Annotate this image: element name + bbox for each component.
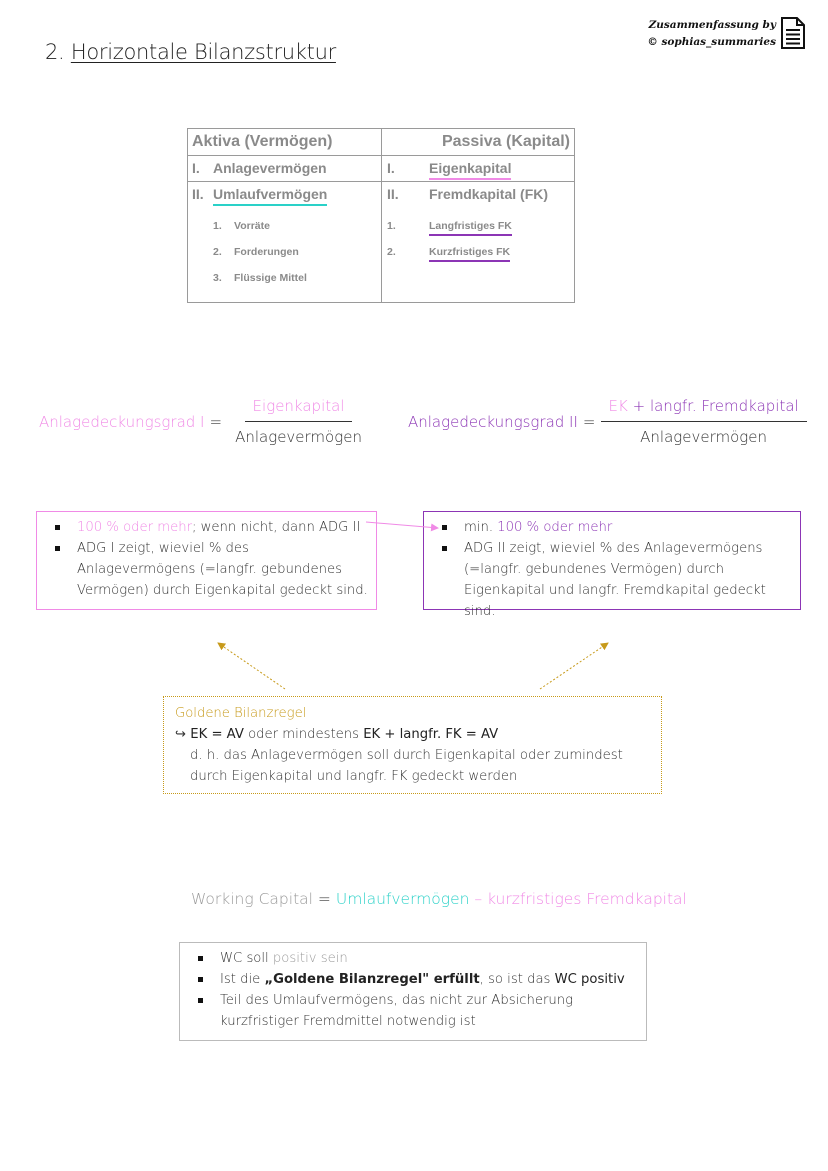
section-number: 2.	[45, 40, 65, 64]
formula-adg2-eq: =	[582, 412, 596, 431]
arrow-golden-to-adg1	[218, 643, 285, 689]
golden-rule-box	[163, 696, 662, 794]
working-capital-formula: Working Capital = Umlaufvermögen – kurzfristiges Fremdkapital	[191, 890, 687, 908]
aktiva-sub-num-1: 1.	[213, 220, 222, 232]
passiva-sub-num-1: 1.	[387, 220, 396, 232]
adg1-bullet-2: ADG I zeigt, wieviel % des Anlagevermögens (=langfr. gebundenes Vermögen) durch Eigenkapital gedeckt sind.	[51, 538, 368, 601]
golden-rule-formula: ↪ EK = AV oder mindestens EK + langfr. FK = AV	[175, 727, 499, 742]
passiva-eigenkapital: Eigenkapital	[429, 160, 511, 176]
aktiva-num-2: II.	[192, 186, 204, 202]
aktiva-header: Aktiva (Vermögen)	[192, 133, 333, 150]
section-title: Horizontale Bilanzstruktur	[70, 40, 336, 64]
aktiva-sub-num-2: 2.	[213, 246, 222, 258]
working-capital-notes-box	[179, 942, 647, 1041]
golden-rule-title: Goldene Bilanzregel	[175, 706, 307, 721]
wc-bullet-2: Ist die „Goldene Bilanzregel" erfüllt, so ist das WC positiv	[194, 969, 638, 990]
passiva-header: Passiva (Kapital)	[441, 133, 570, 150]
passiva-num-1: I.	[387, 160, 395, 176]
aktiva-num-1: I.	[192, 160, 200, 176]
wc-bullet-3: Teil des Umlaufvermögens, das nicht zur Absicherung kurzfristiger Fremdmittel notwendig ist	[194, 990, 638, 1032]
aktiva-sub-fluessige-mittel: Flüssige Mittel	[234, 272, 307, 284]
brand-line-1: Zusammenfassung by	[648, 19, 776, 31]
aktiva-sub-forderungen: Forderungen	[234, 246, 299, 258]
golden-rule-explanation: d. h. das Anlagevermögen soll durch Eigenkapital oder zumindest durch Eigenkapital und langfr. FK gedeckt werden	[190, 748, 623, 784]
passiva-sub-num-2: 2.	[387, 246, 396, 258]
adg2-bullet-1: min. 100 % oder mehr	[438, 517, 792, 538]
formula-adg1-numerator: Eigenkapital	[245, 397, 353, 422]
arrow-adg1-to-adg2	[366, 522, 438, 528]
adg1-bullet-1: 100 % oder mehr; wenn nicht, dann ADG II	[51, 517, 368, 538]
brand-line-2: © sophias_summaries	[647, 36, 776, 48]
aktiva-sub-vorraete: Vorräte	[234, 220, 270, 232]
arrow-golden-to-adg2	[540, 643, 608, 689]
passiva-sub-kurzfristig: Kurzfristiges FK	[429, 246, 510, 258]
passiva-num-2: II.	[387, 186, 399, 202]
aktiva-sub-num-3: 3.	[213, 272, 222, 284]
wc-bullet-1: WC soll positiv sein	[194, 948, 638, 969]
aktiva-anlagevermoegen: Anlagevermögen	[213, 160, 327, 176]
adg2-bullet-2: ADG II zeigt, wieviel % des Anlagevermögens (=langfr. gebundenes Vermögen) durch Eigenkapital und langfr. Fremdkapital gedeckt sind.	[438, 538, 792, 622]
formula-adg1-eq: =	[209, 412, 223, 431]
passiva-sub-langfristig: Langfristiges FK	[429, 220, 512, 232]
formula-adg2-name: Anlagedeckungsgrad II	[408, 412, 578, 431]
formula-adg1-denominator: Anlagevermögen	[235, 428, 362, 446]
formula-adg2-numerator: EK + langfr. Fremdkapital	[601, 397, 807, 422]
passiva-fremdkapital: Fremdkapital (FK)	[429, 186, 549, 202]
formula-adg1-name: Anlagedeckungsgrad I	[39, 412, 205, 431]
aktiva-umlaufvermoegen: Umlaufvermögen	[213, 186, 327, 202]
formula-adg2-denominator: Anlagevermögen	[640, 428, 768, 446]
